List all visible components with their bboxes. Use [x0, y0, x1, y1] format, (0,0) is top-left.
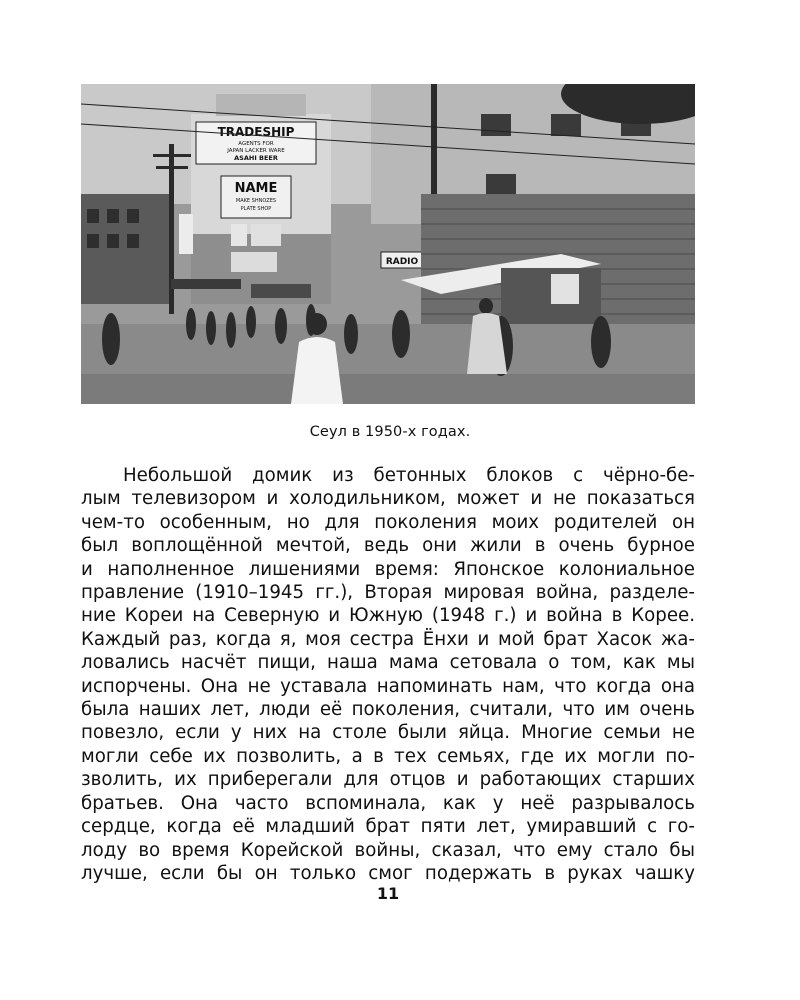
- street-photo: [81, 84, 695, 404]
- sign-name-line-1: MAKE SHNOZES: [235, 198, 277, 204]
- paragraph-line: чем-то особенным, но для поколения моих родителей он: [81, 511, 695, 533]
- photo-caption: Сеул в 1950-х годах.: [309, 424, 471, 440]
- paragraph-line: сердце, когда её младший брат пяти лет, умиравший с го-: [81, 816, 695, 838]
- paragraph-line: братьев. Она часто вспоминала, как у неё разрывалось: [81, 792, 695, 814]
- sign-tradeship: TRADESHIP: [217, 125, 295, 139]
- page-number: 11: [376, 884, 400, 903]
- paragraph-line: повезло, если у них на столе были яйца. Многие семьи не: [81, 722, 695, 744]
- paragraph-line: могли себе их позволить, а в тех семьях, где их могли по-: [81, 745, 695, 767]
- paragraph-line: была наших лет, люди её поколения, считали, что им очень: [81, 699, 695, 721]
- paragraph-line: зволить, их приберегали для отцов и работающих старших: [81, 769, 695, 791]
- sign-tradeship-line-2: JAPAN LACKER WARE: [227, 148, 285, 154]
- paragraph-line: лоду во время Корейской войны, сказал, что ему стало бы: [81, 839, 695, 861]
- sign-tradeship-line-1: AGENTS FOR: [238, 141, 274, 147]
- sign-name: NAME: [234, 181, 278, 196]
- paragraph-line: Небольшой домик из бетонных блоков с чёрно-бе-: [123, 465, 695, 486]
- paragraph-line: и наполненное лишениями время: Японское колониальное: [81, 558, 695, 580]
- sign-name-line-2: PLATE SHOP: [240, 206, 272, 212]
- paragraph-line: правление (1910–1945 гг.), Вторая мировая война, разделе-: [81, 582, 695, 604]
- street-photo-illustration: [81, 84, 695, 404]
- paragraph-line: испорчены. Она не уставала напоминать нам, что когда она: [81, 675, 695, 697]
- paragraph-line: ние Кореи на Северную и Южную (1948 г.) и война в Корее.: [81, 605, 695, 627]
- sign-radio: RADIO: [385, 257, 419, 267]
- paragraph-line: лым телевизором и холодильником, может и не показаться: [81, 488, 695, 510]
- body-paragraph: [81, 464, 695, 885]
- paragraph-line: ловались насчёт пищи, наша мама сетовала о том, как мы: [81, 652, 695, 674]
- paragraph-line: лучше, если бы он только смог подержать в руках чашку: [81, 862, 695, 884]
- paragraph-line: был воплощённой мечтой, ведь они жили в очень бурное: [81, 535, 695, 557]
- sign-tradeship-line-3: ASAHI BEER: [234, 154, 278, 162]
- paragraph-line: Каждый раз, когда я, моя сестра Ёнхи и мой брат Хасок жа-: [81, 628, 695, 650]
